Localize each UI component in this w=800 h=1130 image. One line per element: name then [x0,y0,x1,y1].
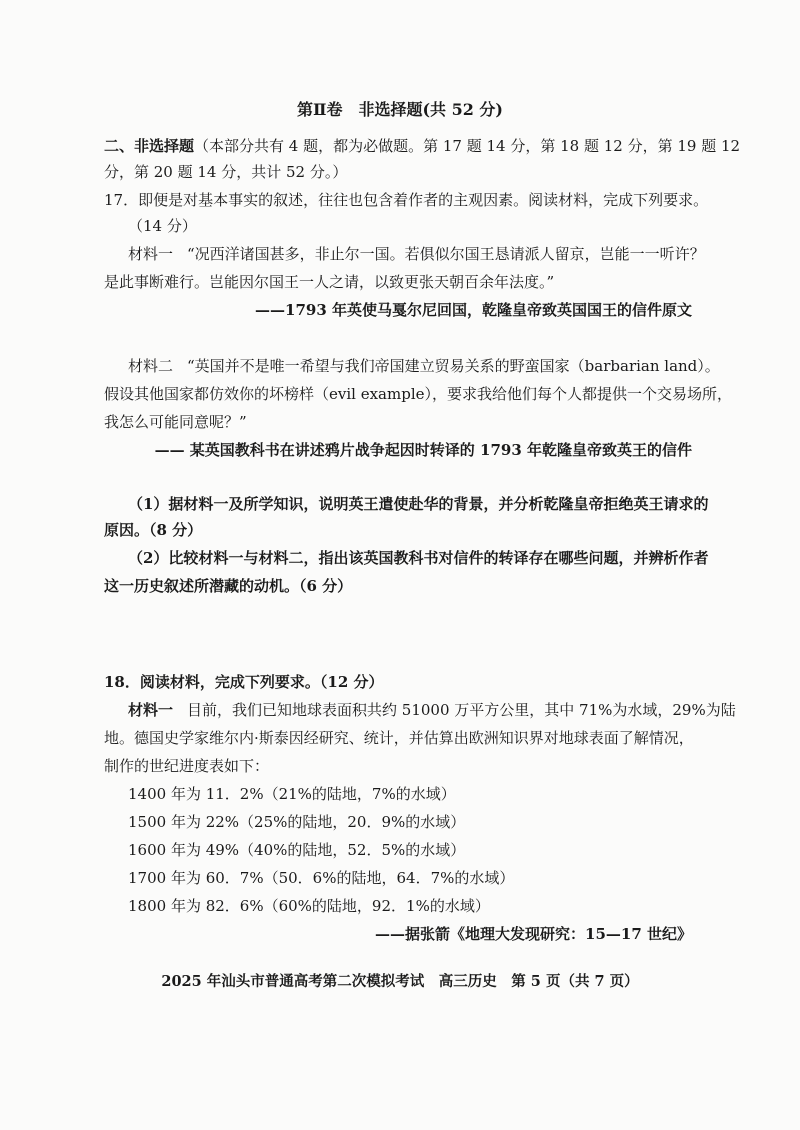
page-footer: 2025 年汕头市普通高考第二次模拟考试 高三历史 第 5 页（共 7 页） [161,973,639,990]
q17-sub1-line1: （1）据材料一及所学知识，说明英王遣使赴华的背景，并分析乾隆皇帝拒绝英王请求的 [128,495,709,513]
q18-source: ——据张箭《地理大发现研究：15—17 世纪》 [375,925,692,943]
q17-points: （14 分） [128,217,197,235]
q17-stem: 17．即便是对基本事实的叙述，往往也包含着作者的主观因素。阅读材料，完成下列要求。 [104,191,709,209]
q17-sub2-line1: （2）比较材料一与材料二，指出该英国教科书对信件的转译存在哪些问题，并辨析作者 [128,549,709,567]
q18-material1-line1: 材料一 目前，我们已知地球表面积共约 51000 万平方公里，其中 71%为水域，29%为陆 [128,701,736,719]
part2-intro-line1 [104,136,740,156]
q18-row: 1400 年为 11．2%（21%的陆地，7%的水域） [128,785,456,803]
q17-material1-label: 材料一 [128,245,174,263]
q17-material2-line2: 假设其他国家都仿效你的坏榜样（evil example），要求我给他们每个人都提供一个交易场所， [104,385,732,403]
q17-sub1-line2: 原因。（8 分） [104,521,203,539]
q17-material1-line2: 是此事断难行。岂能因尔国王一人之请，以致更张天朝百余年法度。” [104,273,555,291]
q18-row: 1500 年为 22%（25%的陆地，20．9%的水域） [128,813,466,831]
q17-material1-source: ——1793 年英使马戛尔尼回国，乾隆皇帝致英国国王的信件原文 [255,301,692,319]
part2-heading: 二、非选择题 [104,137,195,155]
q17-material2-line1: 材料二 “英国并不是唯一希望与我们帝国建立贸易关系的野蛮国家（barbarian land）。 [128,357,720,375]
q18-material1-label: 材料一 [128,701,174,719]
q17-material2-source: —— 某英国教科书在讲述鸦片战争起因时转译的 1793 年乾隆皇帝致英王的信件 [154,441,692,459]
q18-stem: 18．阅读材料，完成下列要求。（12 分） [104,673,384,691]
q18-row: 1600 年为 49%（40%的陆地，52．5%的水域） [128,841,466,859]
q18-row: 1800 年为 82．6%（60%的陆地，92．1%的水域） [128,897,490,915]
part2-intro-rest: （本部分共有 4 题，都为必做题。第 17 题 14 分，第 18 题 12 分，第 19 题 12 [194,137,741,155]
q17-material1-line1: 材料一 “况西洋诸国甚多，非止尔一国。若俱似尔国王恳请派人留京，岂能一一听许？ [128,245,705,263]
q18-material1-line3: 制作的世纪进度表如下： [104,757,270,775]
q17-sub2-line2: 这一历史叙述所潜藏的动机。（6 分） [104,577,353,595]
part2-intro-line2: 分，第 20 题 14 分，共计 52 分。） [104,163,348,181]
q17-material2-line3: 我怎么可能同意呢？” [104,413,247,431]
q18-row: 1700 年为 60．7%（50．6%的陆地，64．7%的水域） [128,869,515,887]
section-title: 第Ⅱ卷 非选择题(共 52 分) [296,100,504,119]
q18-material1-line2: 地。德国史学家维尔内·斯泰因经研究、统计，并估算出欧洲知识界对地球表面了解情况， [104,729,694,747]
q17-material2-label: 材料二 [128,357,174,375]
